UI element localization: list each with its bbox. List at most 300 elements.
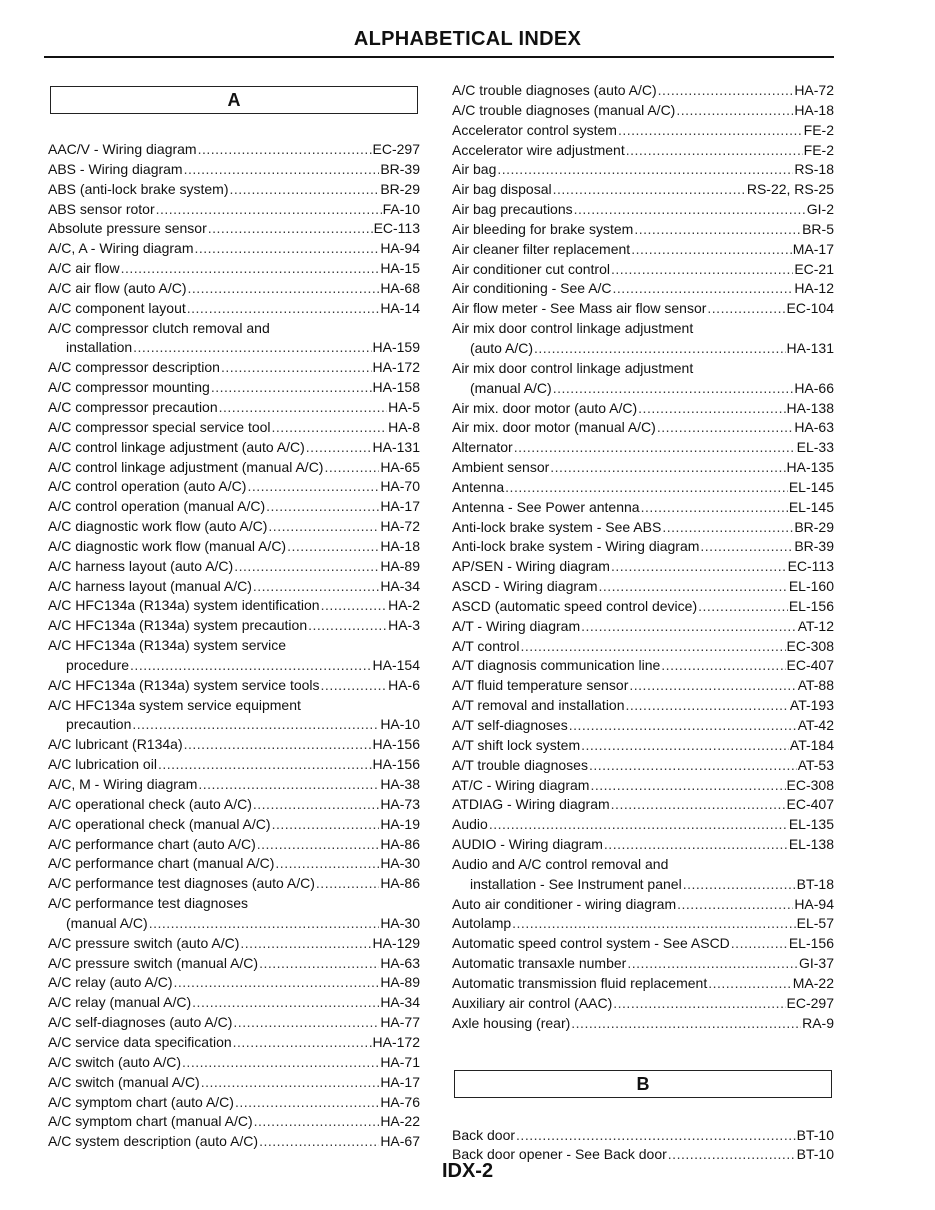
index-entry xyxy=(48,735,420,755)
dot-leader xyxy=(221,358,372,378)
index-entry xyxy=(452,914,834,934)
entry-page-ref: HA-63 xyxy=(380,954,420,971)
entry-page-ref: HA-34 xyxy=(380,994,420,1011)
entry-page-ref: AT-88 xyxy=(797,677,834,694)
index-entry xyxy=(452,696,834,716)
entry-text: Accelerator control system xyxy=(452,121,617,138)
entry-text: A/C compressor special service tool xyxy=(48,418,271,435)
dot-leader xyxy=(192,993,379,1013)
dot-leader xyxy=(188,279,380,299)
dot-leader xyxy=(253,577,379,597)
entry-text: (manual A/C) xyxy=(66,914,148,931)
index-entry xyxy=(452,994,834,1014)
index-entry xyxy=(48,676,420,696)
index-entry xyxy=(452,418,834,438)
entry-page-ref: HA-30 xyxy=(380,914,420,931)
entry-text: A/T removal and installation xyxy=(452,697,625,714)
index-entry xyxy=(452,121,834,141)
entry-page-ref: EC-308 xyxy=(786,637,834,654)
index-entry xyxy=(452,399,834,419)
dot-leader xyxy=(321,596,388,616)
entry-page-ref: HA-129 xyxy=(372,934,420,951)
index-entry xyxy=(48,1093,420,1113)
index-entry xyxy=(452,815,834,835)
dot-leader xyxy=(613,994,785,1014)
index-entry xyxy=(452,220,834,240)
dot-leader xyxy=(254,1112,380,1132)
entry-text: A/C symptom chart (manual A/C) xyxy=(48,1113,253,1130)
dot-leader xyxy=(700,537,793,557)
index-entry xyxy=(452,974,834,994)
entry-text: Alternator xyxy=(452,439,513,456)
index-entry xyxy=(452,81,834,101)
page-title: ALPHABETICAL INDEX xyxy=(353,28,582,50)
dot-leader xyxy=(230,180,380,200)
entry-text: A/C control linkage adjustment (manual A/C) xyxy=(48,458,324,475)
entry-text: A/C operational check (manual A/C) xyxy=(48,815,271,832)
entry-text: AAC/V - Wiring diagram xyxy=(48,141,197,157)
entry-text: Autolamp xyxy=(452,915,512,932)
index-entry xyxy=(452,379,834,399)
entry-text: A/C diagnostic work flow (manual A/C) xyxy=(48,537,287,554)
entry-page-ref: HA-156 xyxy=(372,736,420,753)
index-entry xyxy=(48,398,420,418)
entry-text: A/T self-diagnoses xyxy=(452,717,568,733)
entry-text: A/C relay (auto A/C) xyxy=(48,974,173,991)
dot-leader xyxy=(324,458,379,478)
entry-text: A/C trouble diagnoses (auto A/C) xyxy=(452,82,657,98)
dot-leader xyxy=(512,914,795,934)
index-column-left xyxy=(48,86,420,1152)
index-entry xyxy=(452,577,834,597)
entry-text: A/C compressor clutch removal and xyxy=(48,319,270,336)
entry-page-ref: GI-2 xyxy=(806,201,834,218)
entry-page-ref: BT-10 xyxy=(796,1146,834,1163)
index-entry xyxy=(48,477,420,497)
entry-page-ref: HA-94 xyxy=(794,895,834,912)
dot-leader xyxy=(520,637,785,657)
index-entry xyxy=(48,874,420,894)
index-entry xyxy=(48,1073,420,1093)
dot-leader xyxy=(184,160,380,180)
entry-text: (auto A/C) xyxy=(470,339,534,356)
index-entry xyxy=(48,1033,420,1053)
index-entry xyxy=(48,358,420,378)
entry-page-ref: HA-65 xyxy=(380,458,420,475)
entry-text: Antenna - See Power antenna xyxy=(452,498,640,515)
index-entry xyxy=(48,914,420,934)
entry-text: Anti-lock brake system - See ABS xyxy=(452,518,662,535)
index-entry xyxy=(452,736,834,756)
index-entry xyxy=(452,438,834,458)
index-entry xyxy=(452,676,834,696)
entry-text: A/C harness layout (manual A/C) xyxy=(48,577,252,594)
dot-leader xyxy=(731,934,788,954)
index-entry xyxy=(452,537,834,557)
index-entry xyxy=(48,299,420,319)
dot-leader xyxy=(308,616,387,636)
dot-leader xyxy=(208,219,373,239)
dot-leader xyxy=(132,715,379,735)
dot-leader xyxy=(158,755,372,775)
dot-leader xyxy=(626,696,789,716)
entry-text: (manual A/C) xyxy=(470,379,552,396)
entry-page-ref: HA-71 xyxy=(380,1053,420,1070)
entry-page-ref: HA-76 xyxy=(380,1093,420,1110)
entry-list-right xyxy=(452,81,834,1034)
entry-page-ref: HA-131 xyxy=(372,438,420,455)
index-entry xyxy=(48,656,420,676)
dot-leader xyxy=(581,617,797,637)
entry-page-ref: FA-10 xyxy=(382,200,420,217)
index-entry xyxy=(452,875,834,895)
entry-text: Ambient sensor xyxy=(452,459,550,476)
index-entry xyxy=(48,497,420,517)
entry-page-ref: HA-14 xyxy=(380,299,420,316)
index-entry xyxy=(452,180,834,200)
entry-page-ref: EC-297 xyxy=(786,994,834,1011)
section-header-b: B xyxy=(454,1070,832,1098)
index-entry xyxy=(48,418,420,438)
entry-text: Auto air conditioner - wiring diagram xyxy=(452,895,677,912)
entry-page-ref: HA-8 xyxy=(388,418,420,435)
dot-leader xyxy=(195,239,380,259)
entry-text: ASCD (automatic speed control device) xyxy=(452,597,698,614)
entry-text: Audio and A/C control removal and xyxy=(452,855,669,872)
dot-leader xyxy=(121,259,380,279)
entry-page-ref: HA-6 xyxy=(388,676,420,693)
index-entry xyxy=(48,160,420,180)
dot-leader xyxy=(240,934,371,954)
entry-page-ref: BT-18 xyxy=(796,875,834,892)
entry-text: A/C diagnostic work flow (auto A/C) xyxy=(48,518,268,535)
entry-page-ref: EC-407 xyxy=(786,796,834,813)
entry-text: installation xyxy=(66,339,133,356)
entry-text: A/C control operation (manual A/C) xyxy=(48,498,266,515)
index-entry xyxy=(48,577,420,597)
dot-leader xyxy=(611,795,786,815)
dot-leader xyxy=(268,517,379,537)
entry-page-ref: HA-67 xyxy=(380,1133,420,1150)
dot-leader xyxy=(234,557,379,577)
dot-leader xyxy=(182,1053,379,1073)
index-entry xyxy=(48,200,420,220)
dot-leader xyxy=(219,398,387,418)
entry-text: A/C control linkage adjustment (auto A/C) xyxy=(48,438,305,455)
dot-leader xyxy=(550,458,785,478)
entry-page-ref: EL-156 xyxy=(788,597,834,614)
entry-text: Air mix door control linkage adjustment xyxy=(452,320,694,337)
entry-page-ref: HA-72 xyxy=(380,518,420,535)
index-entry xyxy=(452,299,834,319)
entry-text: A/C service data specification xyxy=(48,1033,232,1050)
entry-page-ref: HA-63 xyxy=(794,419,834,436)
entry-text: AT/C - Wiring diagram xyxy=(452,776,590,793)
index-entry xyxy=(452,339,834,359)
index-entry xyxy=(48,775,420,795)
dot-leader xyxy=(683,875,796,895)
entry-page-ref: HA-94 xyxy=(380,240,420,257)
index-entry xyxy=(452,1126,834,1146)
dot-leader xyxy=(657,418,793,438)
entry-text: A/C lubricant (R134a) xyxy=(48,736,183,753)
index-entry xyxy=(48,854,420,874)
title-rule xyxy=(44,56,834,58)
dot-leader xyxy=(658,81,794,101)
entry-text: Air bleeding for brake system xyxy=(452,220,634,237)
dot-leader xyxy=(257,835,380,855)
dot-leader xyxy=(201,1073,380,1093)
entry-page-ref: HA-66 xyxy=(794,379,834,396)
dot-leader xyxy=(627,954,798,974)
index-entry xyxy=(48,319,420,339)
index-entry xyxy=(48,993,420,1013)
entry-page-ref: EL-57 xyxy=(796,915,834,932)
entry-text: AP/SEN - Wiring diagram xyxy=(452,558,610,575)
entry-page-ref: HA-3 xyxy=(388,617,420,634)
entry-text: A/C switch (manual A/C) xyxy=(48,1073,200,1090)
entry-page-ref: HA-5 xyxy=(388,398,420,415)
entry-text: A/T shift lock system xyxy=(452,736,581,753)
dot-leader xyxy=(489,815,788,835)
index-entry xyxy=(48,795,420,815)
entry-page-ref: HA-17 xyxy=(380,498,420,515)
index-entry xyxy=(48,239,420,259)
entry-page-ref: HA-68 xyxy=(380,279,420,296)
entry-text: Back door xyxy=(452,1126,516,1143)
dot-leader xyxy=(707,299,785,319)
entry-text: A/C component layout xyxy=(48,299,186,316)
dot-leader xyxy=(598,577,787,597)
dot-leader xyxy=(604,835,788,855)
index-entry xyxy=(452,101,834,121)
index-entry xyxy=(452,597,834,617)
entry-text: A/C compressor precaution xyxy=(48,398,218,415)
entry-page-ref: HA-30 xyxy=(380,855,420,872)
dot-leader xyxy=(266,497,379,517)
dot-leader xyxy=(306,438,372,458)
dot-leader xyxy=(569,716,797,736)
index-entry xyxy=(48,1053,420,1073)
index-entry xyxy=(48,973,420,993)
dot-leader xyxy=(275,854,379,874)
entry-page-ref: EC-21 xyxy=(794,260,834,277)
dot-leader xyxy=(259,954,379,974)
entry-page-ref: BR-39 xyxy=(380,160,420,177)
entry-text: Accelerator wire adjustment xyxy=(452,141,625,158)
index-entry xyxy=(48,616,420,636)
entry-text: Air conditioning - See A/C xyxy=(452,280,612,297)
dot-leader xyxy=(553,180,746,200)
index-entry xyxy=(48,338,420,358)
entry-text: A/C harness layout (auto A/C) xyxy=(48,557,234,574)
dot-leader xyxy=(676,101,793,121)
dot-leader xyxy=(253,795,379,815)
dot-leader xyxy=(590,776,785,796)
entry-page-ref: HA-156 xyxy=(372,756,420,773)
dot-leader xyxy=(613,279,794,299)
dot-leader xyxy=(198,775,379,795)
dot-leader xyxy=(272,418,388,438)
index-column-right xyxy=(452,81,834,1165)
entry-text: A/C performance test diagnoses xyxy=(48,895,248,912)
entry-page-ref: EC-407 xyxy=(786,657,834,674)
entry-page-ref: HA-2 xyxy=(388,597,420,614)
entry-text: A/C, M - Wiring diagram xyxy=(48,776,198,792)
index-entry xyxy=(48,517,420,537)
entry-text: ABS - Wiring diagram xyxy=(48,160,183,177)
entry-text: A/C, A - Wiring diagram xyxy=(48,240,194,257)
index-entry xyxy=(452,557,834,577)
index-entry xyxy=(452,359,834,379)
index-entry xyxy=(452,1014,834,1034)
index-entry xyxy=(48,1013,420,1033)
entry-page-ref: EC-113 xyxy=(787,558,834,575)
entry-page-ref: HA-159 xyxy=(372,339,420,356)
dot-leader xyxy=(638,399,785,419)
entry-text: A/C system description (auto A/C) xyxy=(48,1133,259,1150)
entry-text: A/C pressure switch (manual A/C) xyxy=(48,954,259,971)
entry-page-ref: HA-89 xyxy=(380,974,420,991)
index-entry xyxy=(452,518,834,538)
entry-page-ref: AT-53 xyxy=(797,756,834,773)
dot-leader xyxy=(259,1132,379,1152)
dot-leader xyxy=(133,338,371,358)
entry-text: A/T trouble diagnoses xyxy=(452,756,588,773)
entry-text: ATDIAG - Wiring diagram xyxy=(452,796,610,813)
entry-page-ref: EC-297 xyxy=(372,141,420,157)
entry-text: Air bag precautions xyxy=(452,201,573,218)
dot-leader xyxy=(516,1126,796,1146)
entry-page-ref: RS-18 xyxy=(794,161,834,178)
index-entry xyxy=(452,240,834,260)
index-entry xyxy=(452,279,834,299)
entry-page-ref: HA-72 xyxy=(794,82,834,98)
index-entry xyxy=(48,596,420,616)
entry-page-ref: HA-12 xyxy=(794,280,834,297)
entry-page-ref: EL-160 xyxy=(788,578,834,595)
entry-page-ref: HA-138 xyxy=(786,399,834,416)
dot-leader xyxy=(641,498,788,518)
index-entry xyxy=(452,319,834,339)
entry-page-ref: HA-86 xyxy=(380,835,420,852)
entry-text: Air mix. door motor (auto A/C) xyxy=(452,399,638,416)
dot-leader xyxy=(235,1093,379,1113)
dot-leader xyxy=(211,378,372,398)
entry-text: Automatic transaxle number xyxy=(452,955,627,972)
entry-page-ref: RS-22, RS-25 xyxy=(746,181,834,198)
index-entry xyxy=(48,219,420,239)
index-entry xyxy=(48,1112,420,1132)
dot-leader xyxy=(497,160,793,180)
index-entry xyxy=(452,141,834,161)
entry-page-ref: BT-10 xyxy=(796,1126,834,1143)
entry-text: A/C control operation (auto A/C) xyxy=(48,478,247,495)
dot-leader xyxy=(611,557,787,577)
index-entry xyxy=(452,458,834,478)
dot-leader xyxy=(708,974,792,994)
entry-text: Air mix door control linkage adjustment xyxy=(452,359,694,376)
dot-leader xyxy=(626,141,803,161)
entry-page-ref: EC-113 xyxy=(373,220,420,237)
index-entry xyxy=(452,855,834,875)
dot-leader xyxy=(233,1033,372,1053)
index-entry xyxy=(452,716,834,736)
index-entry xyxy=(48,378,420,398)
index-entry xyxy=(48,537,420,557)
entry-text: A/C HFC134a (R134a) system identification xyxy=(48,597,320,614)
entry-page-ref: HA-158 xyxy=(372,379,420,396)
section-header-a: A xyxy=(50,86,418,114)
entry-text: Axle housing (rear) xyxy=(452,1014,571,1031)
index-entry xyxy=(452,260,834,280)
entry-page-ref: HA-77 xyxy=(380,1014,420,1031)
dot-leader xyxy=(634,220,801,240)
index-entry xyxy=(48,458,420,478)
entry-page-ref: AT-12 xyxy=(797,617,834,634)
entry-text: ASCD - Wiring diagram xyxy=(452,578,598,595)
entry-page-ref: HA-154 xyxy=(372,656,420,673)
dot-leader xyxy=(247,477,379,497)
entry-page-ref: FE-2 xyxy=(803,141,834,158)
entry-text: A/C HFC134a (R134a) system service xyxy=(48,637,287,654)
entry-text: A/C switch (auto A/C) xyxy=(48,1053,182,1070)
entry-page-ref: HA-17 xyxy=(380,1073,420,1090)
dot-leader xyxy=(505,478,788,498)
index-entry xyxy=(452,498,834,518)
entry-page-ref: EC-104 xyxy=(786,300,834,317)
entry-page-ref: EC-308 xyxy=(786,776,834,793)
index-entry xyxy=(452,200,834,220)
dot-leader xyxy=(174,973,380,993)
entry-page-ref: HA-10 xyxy=(380,716,420,733)
entry-page-ref: HA-89 xyxy=(380,557,420,574)
dot-leader xyxy=(553,379,794,399)
entry-text: Air bag xyxy=(452,161,497,178)
entry-text: A/T diagnosis communication line xyxy=(452,657,661,674)
entry-text: A/C performance chart (manual A/C) xyxy=(48,855,275,872)
entry-text: A/C air flow (auto A/C) xyxy=(48,279,187,296)
entry-page-ref: BR-39 xyxy=(794,538,834,555)
entry-text: A/C compressor mounting xyxy=(48,379,210,396)
index-entry xyxy=(48,815,420,835)
entry-text: A/C HFC134a (R134a) system precaution xyxy=(48,617,308,634)
index-entry xyxy=(48,954,420,974)
entry-page-ref: EL-145 xyxy=(788,478,834,495)
entry-page-ref: HA-22 xyxy=(380,1113,420,1130)
dot-leader xyxy=(662,518,793,538)
entry-page-ref: HA-172 xyxy=(372,1033,420,1050)
dot-leader xyxy=(571,1014,801,1034)
dot-leader xyxy=(184,735,372,755)
entry-page-ref: GI-37 xyxy=(798,955,834,972)
entry-text: ABS (anti-lock brake system) xyxy=(48,180,229,197)
index-entry xyxy=(48,1132,420,1152)
index-entry xyxy=(452,756,834,776)
index-entry xyxy=(48,557,420,577)
page-number: IDX-2 xyxy=(441,1160,494,1182)
entry-page-ref: HA-15 xyxy=(380,260,420,277)
dot-leader xyxy=(698,597,788,617)
entry-page-ref: BR-5 xyxy=(802,220,834,237)
dot-leader xyxy=(574,200,806,220)
entry-page-ref: AT-42 xyxy=(797,717,834,733)
entry-page-ref: AT-184 xyxy=(789,736,834,753)
dot-leader xyxy=(629,676,796,696)
entry-list-left xyxy=(48,140,420,1152)
entry-text: A/C HFC134a (R134a) system service tools xyxy=(48,676,320,693)
index-entry xyxy=(48,438,420,458)
